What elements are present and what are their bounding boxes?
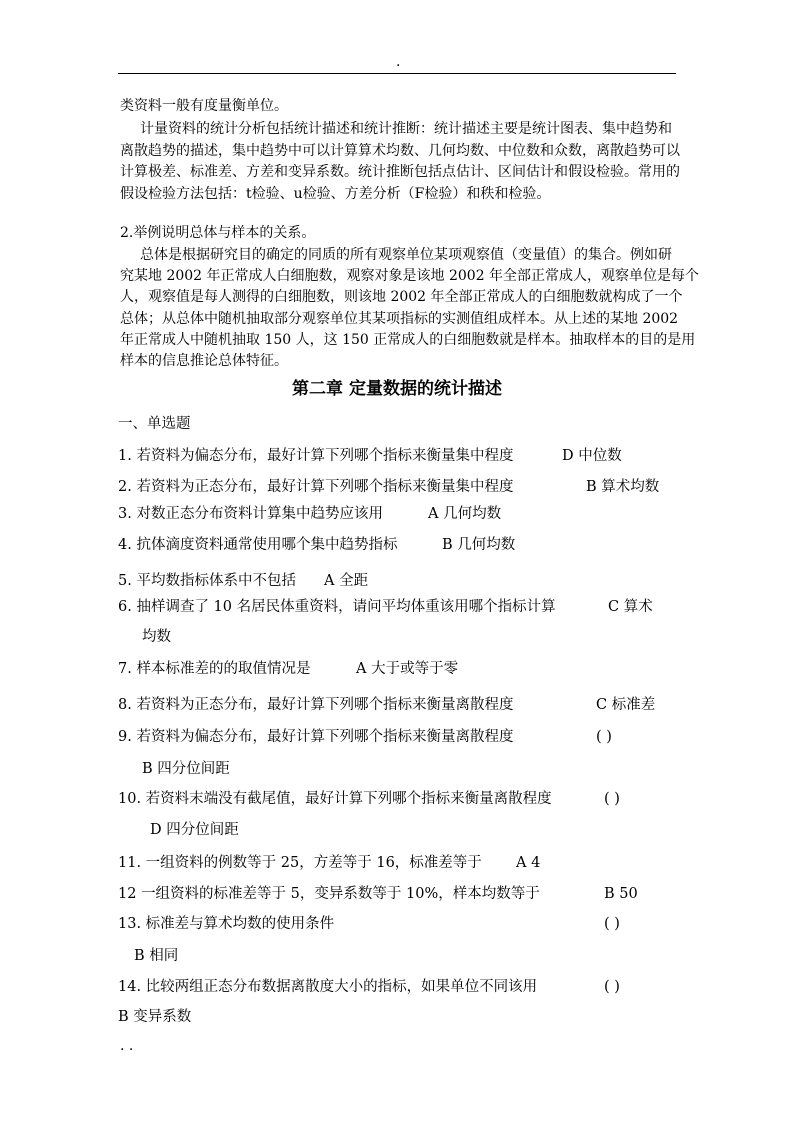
question-14: [118, 977, 537, 997]
question-number: 3.: [118, 506, 132, 522]
question-10: [118, 789, 552, 809]
question-text: 一组资料的标准差等于 5，变异系数等于 10%，样本均数等于: [141, 886, 540, 902]
question-answer: B 几何均数: [442, 537, 516, 553]
question-11: [118, 853, 482, 873]
question-number: 4.: [118, 537, 132, 553]
intro-line: 类资料一般有度量衡单位。: [120, 98, 288, 114]
section2-line: 总体；从总体中随机抽取部分观察单位其某项指标的实测值组成样本。从上述的某地 2002: [120, 311, 679, 327]
intro-line: 计量资料的统计分析包括统计描述和统计推断：统计描述主要是统计图表、集中趋势和: [140, 121, 672, 137]
question-text: 比较两组正态分布数据离散度大小的指标，如果单位不同该用: [145, 979, 538, 995]
question-12: [118, 884, 540, 904]
chapter-title: 第二章 定量数据的统计描述: [292, 379, 502, 399]
question-7: [118, 659, 310, 679]
question-3: [118, 504, 383, 524]
question-continuation: B 变异系数: [118, 1009, 192, 1025]
intro-line: 计算极差、标准差、方差和变异系数。统计推断包括点估计、区间估计和假设检验。常用的: [120, 164, 680, 180]
question-text: 若资料末端没有截尾值，最好计算下列哪个指标来衡量离散程度: [145, 791, 552, 807]
section2-line: 样本的信息推论总体特征。: [120, 353, 288, 369]
question-text: 若资料为正态分布，最好计算下列哪个指标来衡量集中程度: [136, 479, 514, 495]
question-continuation: 均数: [142, 629, 171, 645]
question-number: 14.: [118, 979, 142, 995]
question-13: [118, 914, 334, 934]
question-number: 6.: [118, 599, 132, 615]
question-answer: A 全距: [324, 573, 369, 589]
question-answer: D 中位数: [562, 448, 622, 464]
question-6: [118, 597, 556, 617]
question-text: 抽样调查了 10 名居民体重资料，请问平均体重该用哪个指标计算: [136, 599, 556, 615]
question-1: [118, 446, 513, 466]
question-number: 7.: [118, 661, 132, 677]
question-text: 对数正态分布资料计算集中趋势应该用: [136, 506, 383, 522]
footer-mark: . .: [120, 1038, 134, 1054]
question-number: 9.: [118, 729, 132, 745]
question-answer: A 4: [516, 855, 541, 871]
question-5: [118, 571, 296, 591]
question-text: 抗体滴度资料通常使用哪个集中趋势指标: [136, 537, 398, 553]
question-answer: B 50: [604, 886, 638, 902]
question-continuation: D 四分位间距: [150, 822, 239, 838]
header-mark: .: [396, 54, 401, 70]
section-heading: 一、单选题: [118, 416, 191, 432]
question-number: 5.: [118, 573, 132, 589]
intro-line: 假设检验方法包括：t检验、u检验、方差分析（F检验）和秩和检验。: [120, 186, 551, 202]
question-continuation: B 四分位间距: [142, 761, 230, 777]
question-answer: ( ): [604, 916, 620, 932]
section2-line: 究某地 2002 年正常成人白细胞数，观察对象是该地 2002 年全部正常成人，观察单位是每个: [120, 268, 700, 284]
section2-line: 总体是根据研究目的确定的同质的所有观察单位某项观察值（变量值）的集合。例如研: [140, 247, 672, 263]
question-answer: ( ): [604, 791, 620, 807]
question-4: [118, 535, 397, 555]
question-answer: ( ): [596, 729, 612, 745]
question-number: 8.: [118, 697, 132, 713]
question-text: 若资料为偏态分布，最好计算下列哪个指标来衡量集中程度: [136, 448, 514, 464]
question-number: 11.: [118, 855, 142, 871]
intro-line: 离散趋势的描述，集中趋势中可以计算算术均数、几何均数、中位数和众数，离散趋势可以: [120, 143, 680, 159]
question-answer: A 大于或等于零: [356, 661, 459, 677]
question-number: 10.: [118, 791, 142, 807]
section2-line: 年正常成人中随机抽取 150 人，这 150 正常成人的白细胞数就是样本。抽取样本的目的是用: [120, 332, 696, 348]
section2-line: 人，观察值是每人测得的白细胞数，则该地 2002 年全部正常成人的白细胞数就构成了一个: [120, 289, 683, 305]
question-text: 平均数指标体系中不包括: [136, 573, 296, 589]
question-continuation: B 相同: [134, 948, 179, 964]
question-number: 12: [118, 886, 137, 902]
question-number: 2.: [118, 479, 132, 495]
question-number: 13.: [118, 916, 142, 932]
section2-title: 2.举例说明总体与样本的关系。: [120, 225, 316, 241]
question-answer: C 标准差: [596, 697, 656, 713]
question-answer: ( ): [604, 979, 620, 995]
question-9: [118, 727, 513, 747]
question-answer: A 几何均数: [428, 506, 502, 522]
question-text: 一组资料的例数等于 25，方差等于 16，标准差等于: [145, 855, 482, 871]
question-answer: C 算术: [608, 599, 653, 615]
question-8: [118, 695, 513, 715]
question-text: 标准差与算术均数的使用条件: [145, 916, 335, 932]
question-answer: B 算术均数: [586, 479, 660, 495]
question-number: 1.: [118, 448, 132, 464]
question-text: 若资料为偏态分布，最好计算下列哪个指标来衡量离散程度: [136, 729, 514, 745]
question-text: 样本标准差的的取值情况是: [136, 661, 311, 677]
question-2: [118, 477, 513, 497]
header-rule: [118, 73, 676, 74]
question-text: 若资料为正态分布，最好计算下列哪个指标来衡量离散程度: [136, 697, 514, 713]
